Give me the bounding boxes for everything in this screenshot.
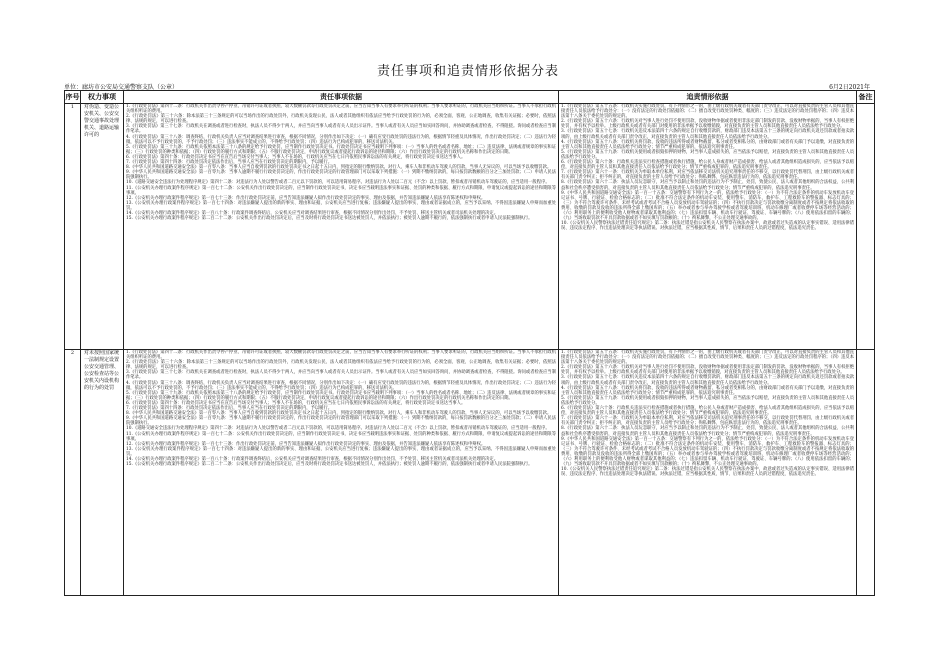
provision-paragraph: 12.《公安机关办理行政案件程序规定》第一百七十三条：作出行政处罚决定前，应当告知违法嫌疑人拟作出行政处罚决定的事实、理由及依据，并告知违法嫌疑人依法享有陈述权和申辩权。 [126,195,486,201]
provision-paragraph: 1.《行政处罚法》第五十五条：行政机关实施行政处罚，有下列情形之一的，由上级行政机关或者有关部门责令改正，可以对直接负责的主管人员和其他直接责任人员依法给予行政处分：（一）没有法定的行政处罚依据的；（二）擅自改变行政处罚种类、幅度的；（三）违反法定的行政处罚程序的；（四）违反本法第十八条关于委托处罚的规定的。 [561,350,854,366]
table-header-row [65,91,875,104]
provision-paragraph: 3.《行政处罚法》第五十七条：行政机关违反本法第四十六条的规定自行收缴罚款的，财政部门违反本法第五十三条的规定向行政机关返还罚款或者拍卖款项的，由上级行政机关或者有关部门责令改正，对直接负责的主管人员和其他直接责任人员依法给予行政处分。 [561,375,854,386]
responsibility-list [124,104,558,221]
provision-paragraph: 6.《行政处罚法》第四十条：行政处罚决定书应当在宣告后当场交付当事人；当事人不在场的，行政机关应当在七日内依照民事诉讼法的有关规定，将行政处罚决定书送达当事人。 [126,400,466,406]
provision-paragraph: 1.《行政处罚法》第五十五条：行政机关实施行政处罚，有下列情形之一的，由上级行政机关或者有关部门责令改正，可以对直接负责的主管人员和其他直接责任人员依法给予行政处分：（一）没有法定的行政处罚依据的；（二）擅自改变行政处罚种类、幅度的；（三）违反法定的行政处罚程序的；（四）违反本法第十八条关于委托处罚的规定的。 [561,104,854,120]
header-accountability: 追责情形依据 [559,91,857,104]
provision-paragraph: 1.《行政处罚法》第四十二条：行政机关作出责令停产停业、吊销许可证或者执照、较大数额罚款等行政处罚决定之前，应当告知当事人有要求举行听证的权利；当事人要求听证的，行政机关应当组织听证。当事人不承担行政机关组织听证的费用。 [126,104,556,115]
provision-paragraph: 3.《行政处罚法》第三十七条：行政机关在调查或者进行检查时，执法人员不得少于两人，并应当向当事人或者有关人员出示证件。当事人或者有关人员应当如实回答询问，并协助调查或者检查，不得阻挠。询问或者检查应当制作笔录。 [126,124,556,135]
provision-paragraph: 9.《中华人民共和国道路交通安全法》第一百一十五条：交通警察有下列行为之一的，依法给予行政处分：（一）为不符合法定条件的机动车发放机动车登记证书、号牌、行驶证、检验合格标志的；（二）批准不符合法定条件的机动车安装、使用警车、消防车、救护车、工程救险车的警报器、标志灯具的；（三）为不符合驾驶许可条件、未经考试或者考试不合格人员发放机动车驾驶证的；（四）不执行罚款决定与罚款收缴分离制度或者不按规定将依法收取的费用、收缴的罚款及没收的违法所得全部上缴国库的；（五）举办或者参与举办驾驶学校或者驾驶培训班、机动车修理厂或者收费停车场等经营活动的；（六）利用职务上的便利收受他人财物或者谋取其他利益的；（七）违法扣留车辆、机动车行驶证、驾驶证、车辆号牌的；（八）使用依法扣留的车辆的；（九）当场收取罚款不开具罚款收据或者不如实填写罚款额的；（十）徇私舞弊，不公正处理交通事故的。 [561,436,854,468]
provision-paragraph: 7.《行政处罚法》第四十四条：行政处罚决定依法作出后，当事人应当在行政处罚决定的期限内，予以履行。 [126,160,333,166]
row-number: 1 [65,104,81,350]
table-row [65,350,875,596]
provision-paragraph: 10.《道路交通安全违法行为处理程序规定》第四十二条：对违法行为人处以警告或者二百元以下罚款的，可以适用简易程序。对违法行为人处以二百元（不含）以上罚款、暂扣或者吊销机动车驾驶证的，应当适用一般程序。 [126,426,550,432]
header-power-item: 权力事项 [81,91,124,104]
provision-paragraph: 7.《行政处罚法》第四十四条：行政处罚决定依法作出后，当事人应当在行政处罚决定的期限内，予以履行。 [126,406,333,412]
provision-paragraph: 13.《公安机关办理行政案件程序规定》第一百七十四条：对违法嫌疑人提出的新的事实、理由和证据，公安机关应当进行复核；违法嫌疑人提出的事实、理由或者证据成立的，应当予以采纳。不得因违法嫌疑人申辩而加重处罚。 [126,200,556,211]
provision-paragraph: 9.《中华人民共和国道路交通安全法》第一百一十五条：交通警察有下列行为之一的，依法给予行政处分：（一）为不符合法定条件的机动车发放机动车登记证书、号牌、行驶证、检验合格标志的；（二）批准不符合法定条件的机动车安装、使用警车、消防车、救护车、工程救险车的警报器、标志灯具的；（三）为不符合驾驶许可条件、未经考试或者考试不合格人员发放机动车驾驶证的；（四）不执行罚款决定与罚款收缴分离制度或者不按规定将依法收取的费用、收缴的罚款及没收的违法所得全部上缴国库的；（五）举办或者参与举办驾驶学校或者驾驶培训班、机动车修理厂或者收费停车场等经营活动的；（六）利用职务上的便利收受他人财物或者谋取其他利益的；（七）违法扣留车辆、机动车行驶证、驾驶证、车辆号牌的；（八）使用依法扣留的车辆的；（九）当场收取罚款不开具罚款收据或者不如实填写罚款额的；（十）徇私舞弊，不公正处理交通事故的。 [561,190,854,222]
provision-paragraph: 5.《行政处罚法》第五十九条：行政机关使用或者损毁扣押的财物，对当事人造成损失的，应当依法予以赔偿，对直接负责的主管人员和其他直接责任人员依法给予行政处分。 [561,395,854,406]
provision-paragraph: 13.《公安机关办理行政案件程序规定》第一百七十四条：对违法嫌疑人提出的新的事实、理由和证据，公安机关应当进行复核；违法嫌疑人提出的事实、理由或者证据成立的，应当予以采纳。不得因违法嫌疑人申辩而加重处罚。 [126,446,556,457]
provision-paragraph: 2.《行政处罚法》第五十六条：行政机关对当事人进行处罚不使用罚款、没收财物单据或者使用非法定部门制发的罚款、没收财物单据的，当事人有权拒绝处罚，并有权予以检举。上级行政机关或者有关部门对使用的非法单据予以收缴销毁，对直接负责的主管人员和其他直接责任人员依法给予行政处分。 [561,119,854,130]
provision-paragraph: 10.《道路交通安全违法行为处理程序规定》第四十二条：对违法行为人处以警告或者二百元以下罚款的，可以适用简易程序。对违法行为人处以二百元（不含）以上罚款、暂扣或者吊销机动车驾驶证的，应当适用一般程序。 [126,180,550,186]
accountability-list [559,350,856,477]
provision-paragraph: 5.《行政处罚法》第三十九条：行政机关依照本法第三十八条的规定给予行政处罚，应当制作行政处罚决定书。行政处罚决定书应当载明下列事项：（一）当事人的姓名或者名称、地址；（二）违反法律、法规或者规章的事实和证据；（三）行政处罚的种类和依据；（四）行政处罚的履行方式和期限；（五）不服行政处罚决定，申请行政复议或者提起行政诉讼的途径和期限；（六）作出行政处罚决定的行政机关名称和作出决定的日期。 [126,390,556,401]
provision-paragraph: 2.《行政处罚法》第三十六条：除本法第三十三条规定的可以当场作出的行政处罚外，行政机关发现公民、法人或者其他组织有依法应当给予行政处罚的行为的，必须全面、客观、公正地调查，收集有关证据；必要时，依照法律、法规的规定，可以进行检查。 [126,114,556,125]
provision-paragraph: 7.《行政处罚法》第六十一条：行政机关为牟取本单位私利，对应当依法移交司法机关追究刑事责任的不移交，以行政处罚代替刑罚，由上级行政机关或者有关部门责令纠正；拒不纠正的，对直接负责的主管人员给予行政处分；徇私舞弊、包庇纵容违法行为的，依法追究刑事责任。 [561,170,854,181]
provision-paragraph: 8.《中华人民共和国道路交通安全法》第一百零八条：当事人应当自收到罚款的行政处罚决定书之日起十五日内，到指定的银行缴纳罚款。对行人、乘车人和非机动车驾驶人的罚款，当事人无异议的，可以当场予以收缴罚款。 [126,411,552,417]
table-row [65,104,875,350]
date-label: 6月2日2021年 [829,84,870,91]
note-cell [857,350,875,596]
provision-paragraph: 5.《行政处罚法》第三十九条：行政机关依照本法第三十八条的规定给予行政处罚，应当制作行政处罚决定书。行政处罚决定书应当载明下列事项：（一）当事人的姓名或者名称、地址；（二）违反法律、法规或者规章的事实和证据；（三）行政处罚的种类和依据；（四）行政处罚的履行方式和期限；（五）不服行政处罚决定，申请行政复议或者提起行政诉讼的途径和期限；（六）作出行政处罚决定的行政机关名称和作出决定的日期。 [126,144,556,155]
provision-paragraph: 11.《公安机关办理行政案件程序规定》第一百七十二条：公安机关作出行政处罚决定的，应当制作行政处罚决定书，决定书应当载明违法事实和证据、处罚的种类和依据、履行方式和期限、申请复议或提起诉讼的途径和期限等事项。 [126,431,556,442]
responsibility-cell [124,350,559,596]
header-note: 备注 [857,91,875,104]
provision-paragraph: 8.《行政处罚法》第六十二条：执法人员玩忽职守，对应当予以制止和处罚的违法行为不予制止、处罚，致使公民、法人或者其他组织的合法权益、公共利益和社会秩序遭受损害的，对直接负责的主管人员和其他直接责任人员依法给予行政处分；情节严重构成犯罪的，依法追究刑事责任。 [561,180,854,191]
provision-paragraph: 4.《行政处罚法》第三十八条：调查终结，行政机关负责人应当对调查结果进行审查，根据不同情况，分别作出如下决定：（一）确有应受行政处罚的违法行为的，根据情节轻重及具体情况，作出行政处罚决定；（二）违法行为轻微，依法可以不予行政处罚的，不予行政处罚；（三）违法事实不能成立的，不得给予行政处罚；（四）违法行为已构成犯罪的，移送司法机关。 [126,380,556,391]
provision-paragraph: 8.《行政处罚法》第六十二条：执法人员玩忽职守，对应当予以制止和处罚的违法行为不予制止、处罚，致使公民、法人或者其他组织的合法权益、公共利益和社会秩序遭受损害的，对直接负责的主管人员和其他直接责任人员依法给予行政处分；情节严重构成犯罪的，依法追究刑事责任。 [561,426,854,437]
power-item-name: 对伪造、变造公安机关、公安交警交通事故处理机关、道路运输许可的 [84,104,120,138]
provision-paragraph: 14.《公安机关办理行政案件程序规定》第一百八十条：行政案件调查终结后，公安机关应当对调查结果进行审查，根据不同情况分别作出处罚、不予处罚、移送主管机关或者司法机关处理的决定。 [126,210,499,216]
provision-paragraph: 7.《行政处罚法》第六十一条：行政机关为牟取本单位私利，对应当依法移交司法机关追究刑事责任的不移交，以行政处罚代替刑罚，由上级行政机关或者有关部门责令纠正；拒不纠正的，对直接负责的主管人员给予行政处分；徇私舞弊、包庇纵容违法行为的，依法追究刑事责任。 [561,416,854,427]
accountability-list [559,104,856,231]
page-title: 责任事项和追责情形依据分表 [376,64,559,79]
responsibility-list [124,350,558,467]
row-number: 2 [65,350,81,596]
provision-paragraph: 1.《行政处罚法》第四十二条：行政机关作出责令停产停业、吊销许可证或者执照、较大数额罚款等行政处罚决定之前，应当告知当事人有要求举行听证的权利；当事人要求听证的，行政机关应当组织听证。当事人不承担行政机关组织听证的费用。 [126,350,556,361]
provision-paragraph: 12.《公安机关办理行政案件程序规定》第一百七十三条：作出行政处罚决定前，应当告知违法嫌疑人拟作出行政处罚决定的事实、理由及依据，并告知违法嫌疑人依法享有陈述权和申辩权。 [126,441,486,447]
provision-paragraph: 6.《行政处罚法》第六十条：行政机关违法实行检查措施或者执行措施，给公民人身或者财产造成损害、给法人或者其他组织造成损失的，应当依法予以赔偿，对直接负责的主管人员和其他直接责任人员依法给予行政处分；情节严重构成犯罪的，依法追究刑事责任。 [561,406,854,417]
provision-paragraph: 11.《公安机关办理行政案件程序规定》第一百七十二条：公安机关作出行政处罚决定的，应当制作行政处罚决定书，决定书应当载明违法事实和证据、处罚的种类和依据、履行方式和期限、申请复议或提起诉讼的途径和期限等事项。 [126,185,556,196]
provision-paragraph: 4.《行政处罚法》第三十八条：调查终结，行政机关负责人应当对调查结果进行审查，根据不同情况，分别作出如下决定：（一）确有应受行政处罚的违法行为的，根据情节轻重及具体情况，作出行政处罚决定；（二）违法行为轻微，依法可以不予行政处罚的，不予行政处罚；（三）违法事实不能成立的，不得给予行政处罚；（四）违法行为已构成犯罪的，移送司法机关。 [126,134,556,145]
accountability-cell [559,104,857,350]
provision-paragraph: 6.《行政处罚法》第四十条：行政处罚决定书应当在宣告后当场交付当事人；当事人不在场的，行政机关应当在七日内依照民事诉讼法的有关规定，将行政处罚决定书送达当事人。 [126,154,466,160]
responsibility-cell [124,104,559,350]
provision-paragraph: 3.《行政处罚法》第五十七条：行政机关违反本法第四十六条的规定自行收缴罚款的，财政部门违反本法第五十三条的规定向行政机关返还罚款或者拍卖款项的，由上级行政机关或者有关部门责令改正，对直接负责的主管人员和其他直接责任人员依法给予行政处分。 [561,129,854,140]
provision-paragraph: 9.《中华人民共和国道路交通安全法》第一百零九条：当事人逾期不履行行政处罚决定的，作出行政处罚决定的行政管理部门可以采取下列措施：（一）到期不缴纳罚款的，每日按罚款数额的百分之三加处罚款；（二）申请人民法院强制执行。 [126,416,556,427]
provision-paragraph: 10.《公安机关人民警察执法过错责任追究规定》第二条：执法过错是指公安机关人民警察在执法办案中，故意或者过失造成的认定事实错误、适用法律错误、违反法定程序、作出违法处理决定等执法错误。对执法过错，应当根据其性质、情节、后果和责任人员的过错程度，依法追究责任。 [561,221,854,232]
provision-paragraph: 15.《公安机关办理行政案件程序规定》第二百二十二条：公安机关作出行政处罚决定后，应当及时将行政处罚决定书送达被处罚人，并依法执行；被处罚人逾期不履行的，依法强制执行或者申请人民法院强制执行。 [126,462,533,468]
provision-paragraph: 9.《中华人民共和国道路交通安全法》第一百零九条：当事人逾期不履行行政处罚决定的，作出行政处罚决定的行政管理部门可以采取下列措施：（一）到期不缴纳罚款的，每日按罚款数额的百分之三加处罚款；（二）申请人民法院强制执行。 [126,170,556,181]
provision-paragraph: 2.《行政处罚法》第三十六条：除本法第三十三条规定的可以当场作出的行政处罚外，行政机关发现公民、法人或者其他组织有依法应当给予行政处罚的行为的，必须全面、客观、公正地调查，收集有关证据；必要时，依照法律、法规的规定，可以进行检查。 [126,360,556,371]
provision-paragraph: 2.《行政处罚法》第五十六条：行政机关对当事人进行处罚不使用罚款、没收财物单据或者使用非法定部门制发的罚款、没收财物单据的，当事人有权拒绝处罚，并有权予以检举。上级行政机关或者有关部门对使用的非法单据予以收缴销毁，对直接负责的主管人员和其他直接责任人员依法给予行政处分。 [561,365,854,376]
provision-paragraph: 10.《公安机关人民警察执法过错责任追究规定》第二条：执法过错是指公安机关人民警察在执法办案中，故意或者过失造成的认定事实错误、适用法律错误、违反法定程序、作出违法处理决定等执法错误。对执法过错，应当根据其性质、情节、后果和责任人员的过错程度，依法追究责任。 [561,467,854,478]
provision-paragraph: 4.《行政处罚法》第五十八条：行政机关将罚款、没收的违法所得或者财物截留、私分或者变相私分的，由财政部门或者有关部门予以追缴，对直接负责的主管人员和其他直接责任人员依法给予行政处分；情节严重构成犯罪的，依法追究刑事责任。 [561,139,854,150]
accountability-cell [559,350,857,596]
provision-paragraph: 6.《行政处罚法》第六十条：行政机关违法实行检查措施或者执行措施，给公民人身或者财产造成损害、给法人或者其他组织造成损失的，应当依法予以赔偿，对直接负责的主管人员和其他直接责任人员依法给予行政处分；情节严重构成犯罪的，依法追究刑事责任。 [561,160,854,171]
responsibility-table [64,90,875,596]
provision-paragraph: 8.《中华人民共和国道路交通安全法》第一百零八条：当事人应当自收到罚款的行政处罚决定书之日起十五日内，到指定的银行缴纳罚款。对行人、乘车人和非机动车驾驶人的罚款，当事人无异议的，可以当场予以收缴罚款。 [126,165,552,171]
provision-paragraph: 15.《公安机关办理行政案件程序规定》第二百二十二条：公安机关作出行政处罚决定后，应当及时将行政处罚决定书送达被处罚人，并依法执行；被处罚人逾期不履行的，依法强制执行或者申请人民法院强制执行。 [126,216,533,222]
unit-label: 单位：廊坊市公安局交通警察支队（公章） [64,84,179,91]
provision-paragraph: 5.《行政处罚法》第五十九条：行政机关使用或者损毁扣押的财物，对当事人造成损失的，应当依法予以赔偿，对直接负责的主管人员和其他直接责任人员依法给予行政处分。 [561,149,854,160]
provision-paragraph: 4.《行政处罚法》第五十八条：行政机关将罚款、没收的违法所得或者财物截留、私分或者变相私分的，由财政部门或者有关部门予以追缴，对直接负责的主管人员和其他直接责任人员依法给予行政处分；情节严重构成犯罪的，依法追究刑事责任。 [561,385,854,396]
provision-paragraph: 3.《行政处罚法》第三十七条：行政机关在调查或者进行检查时，执法人员不得少于两人，并应当向当事人或者有关人员出示证件。当事人或者有关人员应当如实回答询问，并协助调查或者检查，不得阻挠。询问或者检查应当制作笔录。 [126,370,556,381]
provision-paragraph: 14.《公安机关办理行政案件程序规定》第一百八十条：行政案件调查终结后，公安机关应当对调查结果进行审查，根据不同情况分别作出处罚、不予处罚、移送主管机关或者司法机关处理的决定。 [126,456,499,462]
power-item-name: 对未按照国家统一法制规定设置公安交通管理、公安检查站等公安机关内设机构的行为的处罚 [84,350,120,391]
header-no: 序号 [65,91,81,104]
note-cell [857,104,875,350]
header-responsibility: 责任事项依据 [124,91,559,104]
